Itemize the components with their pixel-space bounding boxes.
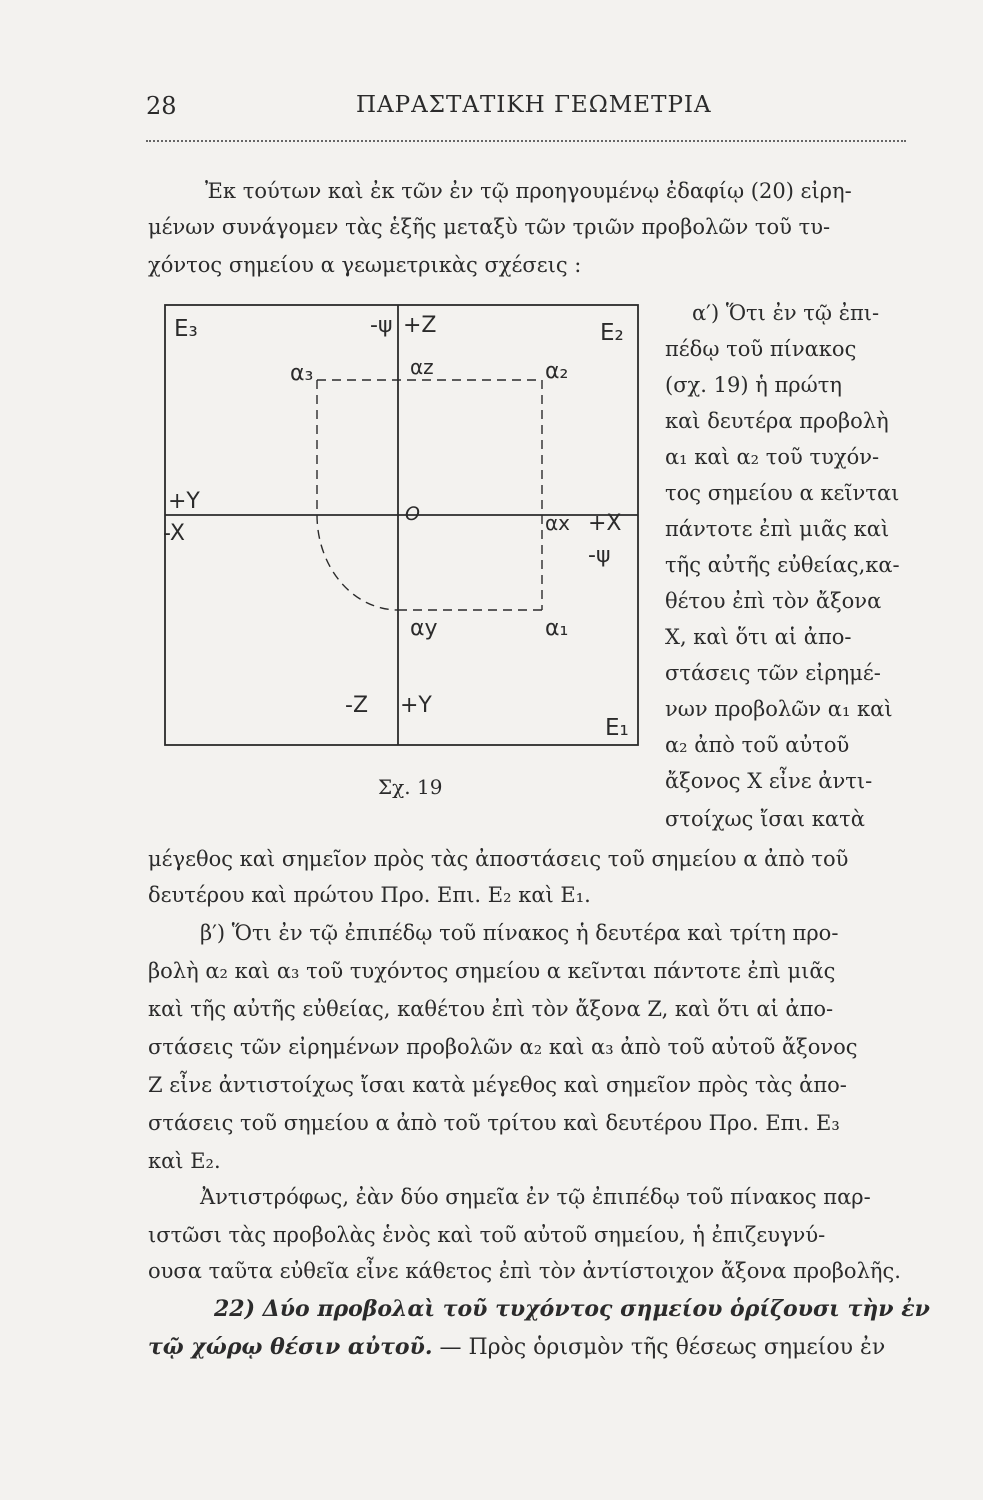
body-line: δευτέρου καὶ πρώτου Προ. Επι. E₂ καὶ E₁. <box>148 883 591 907</box>
section-heading-bold-2: τῷ χώρῳ θέσιν αὐτοῦ. <box>148 1334 433 1360</box>
body-line: Z εἶνε ἀντιστοίχως ἴσαι κατὰ μέγεθος καὶ σημεῖον πρὸς τὰς ἀπο- <box>148 1073 847 1097</box>
body-line: στάσεις τοῦ σημείου α ἀπὸ τοῦ τρίτου καὶ δευτέρου Προ. Επι. E₃ <box>148 1111 840 1135</box>
side-line: πάντοτε ἐπὶ μιᾶς καὶ <box>665 517 890 541</box>
intro-line: μένων συνάγομεν τὰς ἑξῆς μεταξὺ τῶν τριῶν προβολῶν τοῦ τυ- <box>148 215 831 239</box>
label-minus-psi-top: -ψ <box>370 313 393 338</box>
side-line: τος σημείου α κεῖνται <box>665 481 900 505</box>
label-minus-z: -Z <box>345 693 369 718</box>
label-plus-y-left: +Y <box>168 489 200 514</box>
label-origin: O <box>405 503 420 525</box>
section-heading-bold: 22) Δύο προβολαὶ τοῦ τυχόντος σημείου ὁρίζουσι τὴν ἐν <box>214 1296 930 1322</box>
intro-line: χόντος σημείου α γεωμετρικὰς σχέσεις : <box>148 253 582 277</box>
body-line: μέγεθος καὶ σημεῖον πρὸς τὰς ἀποστάσεις τοῦ σημείου α ἀπὸ τοῦ <box>148 847 849 871</box>
side-line: καὶ δευτέρα προβολὴ <box>665 409 889 433</box>
side-line: πέδῳ τοῦ πίνακος <box>665 337 857 361</box>
section-heading-continued <box>148 1334 885 1361</box>
page-number: 28 <box>146 92 177 120</box>
side-line: α₁ καὶ α₂ τοῦ τυχόν- <box>665 445 880 469</box>
intro-line: Ἐκ τούτων καὶ ἐκ τῶν ἐν τῷ προηγουμένῳ ἐδαφίῳ (20) εἰρη- <box>205 179 852 203</box>
label-a2: α₂ <box>545 359 569 384</box>
side-line: α′) Ὅτι ἐν τῷ ἐπι- <box>692 301 880 325</box>
body-line: ιστῶσι τὰς προβολὰς ἑνὸς καὶ τοῦ αὐτοῦ σημείου, ἡ ἐπιζευγνύ- <box>148 1223 826 1247</box>
label-plus-z: +Z <box>403 313 437 338</box>
label-a1: α₁ <box>545 616 569 641</box>
body-line: στάσεις τῶν εἰρημένων προβολῶν α₂ καὶ α₃ ἀπὸ τοῦ αὐτοῦ ἄξονος <box>148 1035 858 1059</box>
section-heading-rest: — Πρὸς ὁρισμὸν τῆς θέσεως σημείου ἐν <box>432 1335 886 1360</box>
side-line: τῆς αὐτῆς εὐθείας,κα- <box>665 553 900 577</box>
body-line: β′) Ὅτι ἐν τῷ ἐπιπέδῳ τοῦ πίνακος ἡ δευτέρα καὶ τρίτη προ- <box>200 921 839 945</box>
body-line: καὶ τῆς αὐτῆς εὐθείας, καθέτου ἐπὶ τὸν ἄξονα Z, καὶ ὅτι αἱ ἀπο- <box>148 997 834 1021</box>
label-minus-x: -X <box>163 521 185 546</box>
body-line: καὶ E₂. <box>148 1149 221 1173</box>
side-line: α₂ ἀπὸ τοῦ αὐτοῦ <box>665 733 850 757</box>
body-line: Ἀντιστρόφως, ἐὰν δύο σημεῖα ἐν τῷ ἐπιπέδῳ τοῦ πίνακος παρ- <box>200 1185 871 1209</box>
body-line: ουσα ταῦτα εὐθεῖα εἶνε κάθετος ἐπὶ τὸν ἀντίστοιχον ἄξονα προβολῆς. <box>148 1259 901 1283</box>
side-line: (σχ. 19) ἡ πρώτη <box>665 373 842 397</box>
label-e2: E₂ <box>600 320 624 346</box>
side-line: νων προβολῶν α₁ καὶ <box>665 697 893 721</box>
side-line: X, καὶ ὅτι αἱ ἀπο- <box>665 625 852 649</box>
side-line: στοίχως ἴσαι κατὰ <box>665 807 865 831</box>
body-line: βολὴ α₂ καὶ α₃ τοῦ τυχόντος σημείου α κεῖνται πάντοτε ἐπὶ μιᾶς <box>148 959 836 983</box>
label-ax: αx <box>545 511 571 535</box>
label-az: αz <box>410 355 434 379</box>
fold-arc <box>317 515 398 610</box>
label-e1: E₁ <box>605 715 629 741</box>
figure-caption: Σχ. 19 <box>378 775 443 799</box>
running-head: ΠΑΡΑΣΤΑΤΙΚΗ ΓΕΩΜΕΤΡΙΑ <box>356 92 712 118</box>
side-line: ἄξονος X εἶνε ἀντι- <box>665 769 873 793</box>
label-minus-psi-right: -ψ <box>588 543 611 568</box>
section-heading <box>214 1296 930 1323</box>
label-a3: α₃ <box>290 361 314 386</box>
label-plus-y-bottom: +Y <box>400 693 432 718</box>
label-plus-x: +X <box>588 511 622 536</box>
label-e3: E₃ <box>174 316 198 342</box>
side-line: στάσεις τῶν εἰρημέ- <box>665 661 881 685</box>
label-ay: αy <box>410 616 438 641</box>
side-line: θέτου ἐπὶ τὸν ἄξονα <box>665 589 882 613</box>
